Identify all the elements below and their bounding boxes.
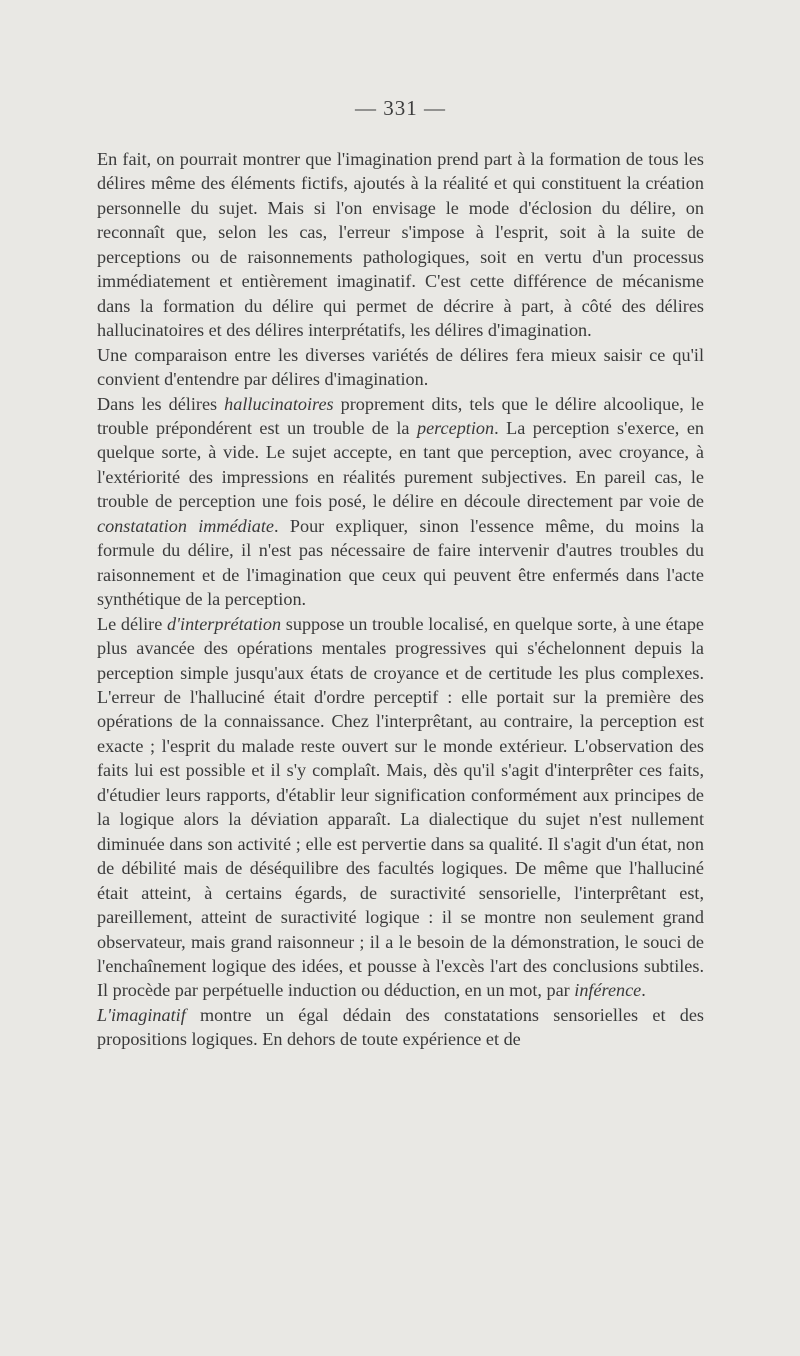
paragraph-3-seg-3: proprement dits, tels que le délire alcoolique, le trouble prépondérent est un trouble de la [97,393,704,438]
paragraph-3 [97,392,704,612]
paragraph-4-italic-inference: inférence [574,980,642,1001]
body-text [97,147,704,1052]
paragraph-5-seg-2: montre un égal dédain des constatations sensorielles et des propositions logiques. En dehors de toute expérience et de [97,1004,704,1050]
paragraph-3-italic-hallucinatoires: hallucinatoires [224,393,334,414]
paragraph-5 [97,1003,704,1052]
paragraph-3-seg-1: Dans les délires [97,393,225,414]
paragraph-4 [97,612,704,1003]
paragraph-2-text: Une comparaison entre les diverses variétés de délires fera mieux saisir ce qu'il convient d'entendre par délires d'imagination. [97,344,704,390]
paragraph-2 [97,343,704,392]
paragraph-1-text: En fait, on pourrait montrer que l'imagination prend part à la formation de tous les délires même des éléments fictifs, ajoutés à la réalité et qui constituent la création personnelle du sujet. Mais si l'on envisage le mode d'éclosion du délire, on reconnaît que, selon les cas, l'erreur s'impose à l'esprit, soit à la suite de perceptions ou de raisonnements pathologiques, soit en vertu d'un processus immédiatement et entièrement imaginatif. C'est cette différence de mécanisme dans la formation du délire qui permet de décrire à part, à côté des délires hallucinatoires et des délires interprétatifs, les délires d'imagination. [97,149,704,341]
paragraph-3-seg-7: . Pour expliquer, sinon l'essence même, du moins la formule du délire, il n'est pas nécessaire de faire intervenir d'autres troubles du raisonnement et de l'imagination que ceux qui peuvent être enfermés dans l'acte synthétique de la perception. [97,515,705,610]
paragraph-4-seg-1: Le délire [97,613,168,634]
paragraph-3-italic-constatation: constatation immédiate [97,515,275,536]
paragraph-4-seg-5: . [641,980,646,1001]
paragraph-5-italic-imaginatif: L'imaginatif [97,1004,186,1025]
paragraph-3-italic-perception: perception [416,417,495,438]
paragraph-4-seg-3: suppose un trouble localisé, en quelque sorte, à une étape plus avancée des opérations mentales progressives qui s'échelonnent depuis la perception simple jusqu'aux états de croyance et de certitude les plus complexes. L'erreur de l'halluciné était d'ordre perceptif : elle portait sur la première des opérations de la connaissance. Chez l'interprêtant, au contraire, la perception est exacte ; l'esprit du malade reste ouvert sur le monde extérieur. L'observation des faits lui est possible et il s'y complaît. Mais, dès qu'il s'agit d'interprêter ces faits, d'étudier leurs rapports, d'établir leur signification conformément aux principes de la logique alors la déviation apparaît. La dialectique du sujet n'est nullement diminuée dans son activité ; elle est pervertie dans sa qualité. Il s'agit d'un état, non de débilité mais de déséquilibre des facultés logiques. De même que l'halluciné était atteint, à certains égards, de suractivité sensorielle, l'interprêtant est, pareillement, atteint de suractivité logique : il se montre non seulement grand observateur, mais grand raisonneur ; il a le besoin de la démonstration, le souci de l'enchaînement logique des idées, et pousse à l'excès l'art des conclusions subtiles. Il procède par perpétuelle induction ou déduction, en un mot, par [97,613,704,1001]
paragraph-3-seg-5: . La perception s'exerce, en quelque sorte, à vide. Le sujet accepte, en tant que perception, avec croyance, à l'extériorité des impressions en réalités purement subjectives. En pareil cas, le trouble de perception une fois posé, le délire en découle directement par voie de [97,417,704,512]
paragraph-1 [97,147,704,343]
paragraph-4-italic-interpretation: d'interprétation [167,613,282,634]
page-number: — 331 — [355,96,446,120]
